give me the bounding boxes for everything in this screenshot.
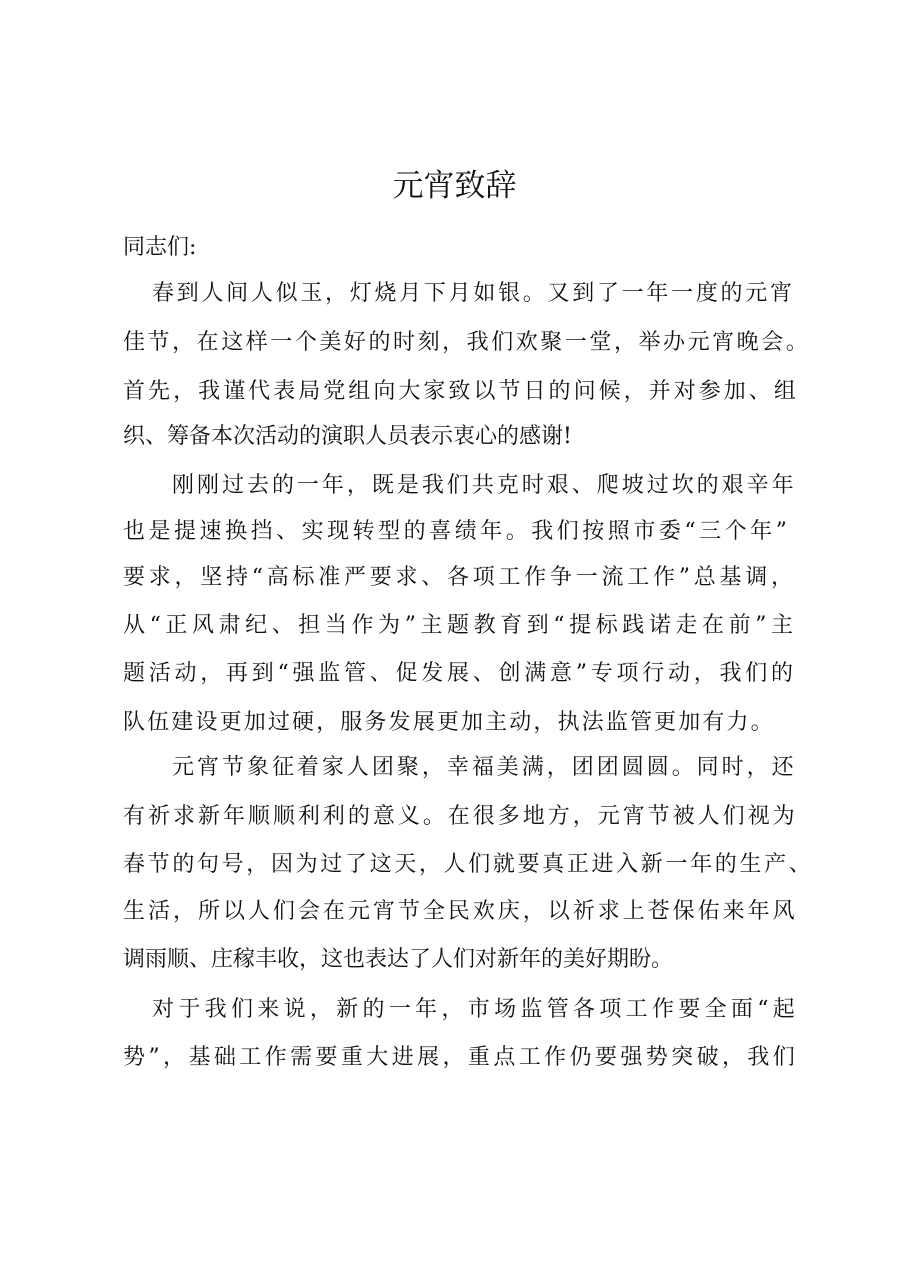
body-line: 春 到 人 间 人 似 玉 ， 灯 烧 月 下 月 如 银 。 又 到 了 一 年 一 度 的 元 宵	[152, 281, 792, 306]
body-line: 首 先 ， 我 谨 代 表 局 党 组 向 大 家 致 以 节 日 的 问 候 ， 并 对 参 加 、 组	[123, 379, 796, 404]
body-line: 元 宵 节 象 征 着 家 人 团 聚 ， 幸 福 美 满 ， 团 团 圆 圆 。 同 时 ， 还	[172, 755, 794, 780]
body-line: 刚 刚 过 去 的 一 年 ， 既 是 我 们 共 克 时 艰 、 爬 坡 过 坎 的 艰 辛 年	[172, 473, 794, 498]
body-line: 调雨顺、庄稼丰收，这也表达了人们对新年的美好期盼。	[123, 947, 674, 972]
body-line: 佳 节 ， 在 这 样 一 个 美 好 的 时 刻 ， 我 们 欢 聚 一 堂 ， 举 办 元 宵 晚 会 。	[123, 330, 808, 355]
body-line: 从 “ 正 风 肃 纪 、 担 当 作 为 ” 主 题 教 育 到 “ 提 标 践 诺 走 在 前 ” 主	[123, 613, 793, 638]
body-line: 队 伍 建 设 更 加 过 硬 ， 服 务 发 展 更 加 主 动 ， 执 法 监 管 更 加 有 力 。	[123, 710, 773, 735]
body-line: 也 是 提 速 换 挡 、 实 现 转 型 的 喜 绩 年 。 我 们 按 照 市 委 “ 三 个 年 ”	[123, 519, 787, 544]
body-line: 题 活 动 ， 再 到 “ 强 监 管 、 促 发 展 、 创 满 意 ” 专 项 行 动 ， 我 们 的	[123, 661, 793, 686]
body-line: 春 节 的 句 号 ， 因 为 过 了 这 天 ， 人 们 就 要 真 正 进 入 新 一 年 的 生 产 、	[123, 852, 811, 877]
body-line: 要 求 ， 坚 持 “ 高 标 准 严 要 求 、 各 项 工 作 争 一 流 工 作 ” 总 基 调 ，	[123, 565, 793, 590]
body-line: 有 祈 求 新 年 顺 顺 利 利 的 意 义 。 在 很 多 地 方 ， 元 宵 节 被 人 们 视 为	[123, 804, 795, 829]
body-line: 织、筹备本次活动的演职人员表示衷心的感谢!	[123, 424, 572, 449]
body-line: 生 活 ， 所 以 人 们 会 在 元 宵 节 全 民 欢 庆 ， 以 祈 求 上 苍 保 佑 来 年 风	[123, 899, 795, 924]
document-title: 元宵致辞	[392, 168, 517, 204]
body-line: 同志们:	[123, 235, 197, 260]
body-line: 势 ” ， 基 础 工 作 需 要 重 大 进 展 ， 重 点 工 作 仍 要 强 势 突 破 ， 我 们	[123, 1045, 795, 1070]
body-line: 对 于 我 们 来 说 ， 新 的 一 年 ， 市 场 监 管 各 项 工 作 要 全 面 “ 起	[152, 997, 795, 1022]
